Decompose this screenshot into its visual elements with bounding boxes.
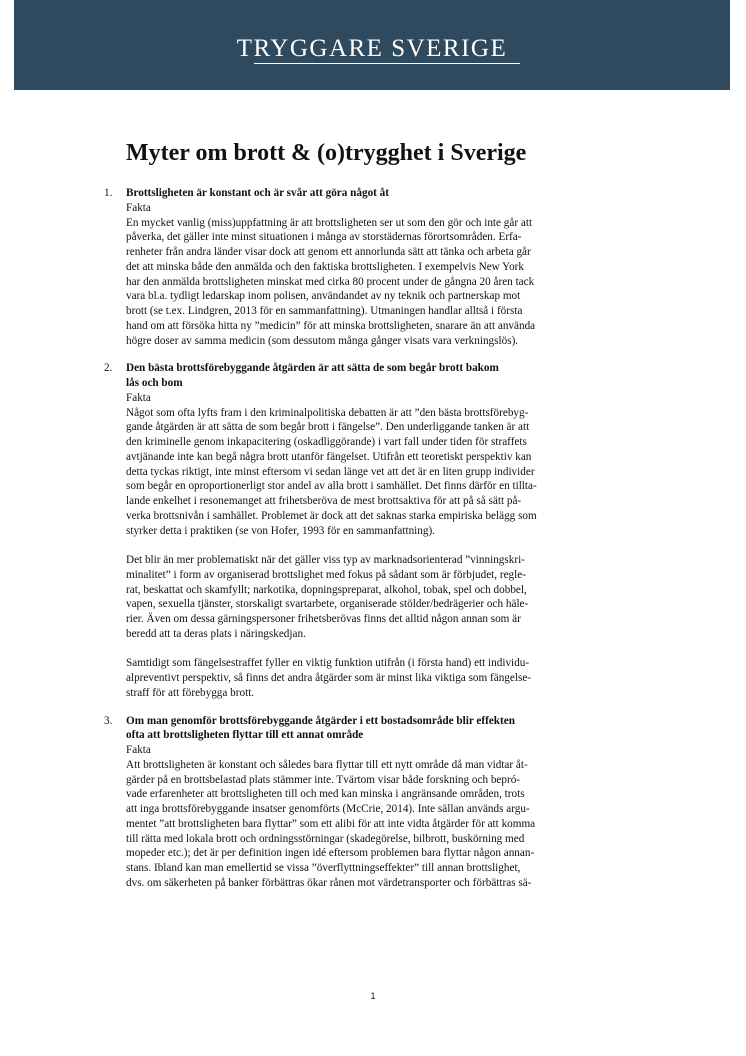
text-line: renheter från andra länder visar dock att genom ett annorlunda sätt att tänka och arbeta går bbox=[126, 246, 531, 258]
text-line: att inga brottsförebyggande insatser genomförts (McCrie, 2014). Inte sällan används argu- bbox=[126, 803, 530, 815]
text-line: rier. Även om dessa gärningspersoner frihetsberövas finns det alltid någon annan som är bbox=[126, 613, 521, 625]
brand-word-1: TRYGGARE bbox=[236, 35, 384, 62]
paragraph bbox=[126, 553, 626, 642]
item-label: Fakta bbox=[126, 201, 151, 214]
text-line: mentet ”att brottsligheten bara flyttar” som ett alibi för att inte vidta åtgärder för att komma bbox=[126, 817, 536, 830]
text-line: mopeder etc.); det är per definition ingen idé eftersom problemen bara flyttar någon annan- bbox=[126, 847, 535, 860]
text-line: gärder på en brottsbelastad plats stämmer inte. Tvärtom visar både forskning och bepró- bbox=[126, 773, 521, 786]
text-line: till rätta med lokala brott och ordningsstörningar (skadegörelse, bilbrott, buskörning med bbox=[126, 832, 525, 845]
text-line: dvs. om säkerheten på banker förbättras ökar rånen mot värdetransporter och förbättras sä- bbox=[126, 876, 532, 889]
item-number: 2. bbox=[104, 362, 113, 375]
item-label: Fakta bbox=[126, 744, 151, 756]
item-heading bbox=[126, 714, 626, 744]
text-line: beredd att ta deras plats i näringskedjan. bbox=[126, 627, 306, 640]
heading-line: Brottsligheten är konstant och är svår att göra något åt bbox=[126, 187, 390, 199]
list-item bbox=[104, 714, 626, 891]
text-line: Det blir än mer problematiskt när det gäller viss typ av marknadsorienterad ”vinningskri- bbox=[126, 554, 525, 566]
text-line: avtjänande inte kan begå några brott utanför fängelset. Utifrån ett teoretiskt perspektiv kan bbox=[126, 450, 532, 463]
text-line: styrker detta i praktiken (se von Hofer, 1993 för en sammanfattning). bbox=[126, 524, 435, 537]
text-line: det att minska både den anmälda och den faktiska brottsligheten. I exempelvis New York bbox=[126, 260, 524, 273]
paragraph bbox=[126, 656, 626, 700]
paragraph bbox=[126, 758, 626, 891]
text-line: En mycket vanlig (miss)uppfattning är att brottsligheten ser ut som den gör och inte går att bbox=[126, 216, 533, 229]
item-heading bbox=[126, 186, 626, 201]
item-number: 1. bbox=[104, 187, 113, 199]
page-number: 1 bbox=[370, 991, 376, 1001]
text-line: Samtidigt som fängelsestraffet fyller en viktig funktion utifrån (i första hand) ett individu- bbox=[126, 657, 530, 670]
text-line: har den anmälda brottsligheten minskat med cirka 80 procent under de gångna 20 åren tack bbox=[126, 275, 535, 288]
document-body bbox=[104, 186, 626, 904]
page-title: Myter om brott & (o)trygghet i Sverige bbox=[126, 140, 527, 166]
item-heading bbox=[126, 361, 626, 391]
heading-line: lås och bom bbox=[126, 377, 183, 389]
heading-line: Den bästa brottsförebyggande åtgärden är att sätta de som begår brott bakom bbox=[126, 362, 499, 375]
brand-underline bbox=[254, 63, 520, 64]
list-item bbox=[104, 186, 626, 348]
text-line: lande enkelhet i resonemanget att frihetsberöva de mest brottsaktiva för att på så sätt på- bbox=[126, 495, 522, 507]
text-line: brott (se t.ex. Lindgren, 2013 för en sammanfattning). Utmaningen handlar alltså i första bbox=[126, 305, 523, 317]
text-line: vara bl.a. tydligt ledarskap inom polisen, användandet av ny teknik och partnerskap mot bbox=[126, 290, 521, 303]
brand-logo bbox=[14, 36, 730, 61]
text-line: minalitet” i form av organiserad brottslighet med fokus på sådant som är förbjudet, regle- bbox=[126, 568, 526, 581]
heading-line: ofta att brottsligheten flyttar till ett annat område bbox=[126, 729, 364, 742]
text-line: vade erfarenheter att brottsligheten till och med kan minska i angränsande områden, trots bbox=[126, 788, 525, 801]
brand-word-2: SVERIGE bbox=[391, 35, 508, 62]
text-line: den kriminelle genom inkapacitering (oskadliggörande) i vart fall under tiden för straffets bbox=[126, 436, 527, 448]
text-line: högre doser av samma medicin (som dessutom många gånger visats vara verkningslös). bbox=[126, 334, 519, 347]
item-number: 3. bbox=[104, 714, 113, 727]
heading-line: Om man genomför brottsförebyggande åtgärder i ett bostadsområde blir effekten bbox=[126, 714, 515, 727]
header-banner bbox=[14, 0, 730, 90]
text-line: verka brottsnivån i samhället. Problemet är dock att det saknas starka empiriska belägg som bbox=[126, 509, 537, 522]
text-line: stans. Ibland kan man emellertid se vissa ”överflyttningseffekter” till annan brottslighet, bbox=[126, 862, 521, 874]
list-item bbox=[104, 361, 626, 700]
paragraph bbox=[126, 216, 626, 349]
text-line: alpreventivt perspektiv, så finns det andra åtgärder som är minst lika viktiga som fängelse- bbox=[126, 672, 532, 684]
paragraph bbox=[126, 406, 626, 539]
text-line: straff för att förebygga brott. bbox=[126, 686, 255, 699]
text-line: hand om att försöka hitta ny ”medicin” för att minska brottsligheten, snarare än att använda bbox=[126, 319, 536, 332]
text-line: Att brottsligheten är konstant och således bara flyttar till ett nytt område då man vidtar åt- bbox=[126, 758, 528, 771]
text-line: Något som ofta lyfts fram i den kriminalpolitiska debatten är att ”den bästa brottsförebyg- bbox=[126, 406, 529, 419]
text-line: påverka, det gäller inte minst situationen i många av storstädernas förortsområden. Erfa- bbox=[126, 231, 522, 244]
text-line: som begår en oproportionerligt stor andel av alla brott i samhället. Det finns därför en tillta- bbox=[126, 480, 537, 493]
text-line: detta tyckas riktigt, inte minst eftersom vi sedan länge vet att det är en liten grupp individer bbox=[126, 465, 535, 478]
text-line: vapen, sexuella tjänster, storskaligt svartarbete, organiserade stölder/bedrägerier och häle- bbox=[126, 598, 529, 611]
text-line: gande åtgärden är att sätta de som begår brott i fängelse”. Den underliggande tanken är att bbox=[126, 421, 530, 434]
item-label: Fakta bbox=[126, 391, 151, 404]
text-line: rat, beskattat och skamfyllt; narkotika, dopningspreparat, alkohol, tobak, spel och dobbel, bbox=[126, 583, 527, 596]
